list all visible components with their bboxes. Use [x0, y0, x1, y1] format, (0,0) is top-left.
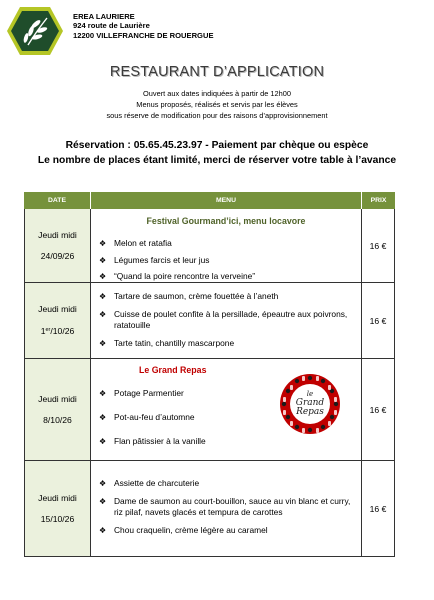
intro-line-1: Ouvert aux dates indiquées à partir de 12h00: [143, 89, 291, 98]
reservation-line-1: Réservation : 05.65.45.23.97 - Paiement par chèque ou espèce: [65, 140, 369, 151]
diamond-bullet-icon: ❖: [99, 310, 107, 319]
list-item: ❖ Tartare de saumon, crème fouettée à l’aneth: [99, 291, 279, 301]
header-date: DATE: [24, 192, 90, 209]
diamond-bullet-icon: ❖: [99, 272, 107, 281]
intro-text: [0, 88, 434, 121]
date-cell: [24, 359, 91, 461]
menu-cell: [91, 283, 362, 359]
reservation-line-2: Le nombre de places étant limité, merci de réserver votre table à l’avance: [37, 155, 397, 166]
list-item: ❖ Assiette de charcuterie: [99, 478, 200, 488]
price-value: 16 €: [369, 315, 387, 326]
logo-text-grand: Grand: [295, 398, 325, 408]
price-value: 16 €: [369, 240, 387, 251]
list-item: ❖ Melon et ratafia: [99, 238, 172, 248]
diamond-bullet-icon: ❖: [99, 239, 107, 248]
date-day: Jeudi midi: [38, 229, 77, 240]
price-cell: [362, 283, 395, 359]
list-item: ❖ Dame de saumon au court-bouillon, sauce au vin blanc et curry, riz pilaf, navets glacés et tempura de carottes: [99, 496, 351, 517]
diamond-bullet-icon: ❖: [99, 339, 107, 348]
page-title: RESTAURANT D’APPLICATION: [109, 64, 325, 80]
date-day: Jeudi midi: [38, 393, 77, 404]
address-line-2: 12200 VILLEFRANCHE DE ROUERGUE: [73, 30, 214, 40]
diamond-bullet-icon: ❖: [99, 413, 107, 422]
list-item: ❖ Tarte tatin, chantilly mascarpone: [99, 338, 235, 348]
header-menu: MENU: [91, 192, 361, 209]
date-day: Jeudi midi: [38, 304, 77, 314]
menu-cell: [91, 359, 362, 461]
menu-cell: [91, 461, 362, 557]
date-cell: [24, 209, 91, 283]
list-item: ❖ “Quand la poire rencontre la verveine”: [99, 271, 256, 281]
date-value: 15/10/26: [40, 513, 75, 524]
date-value: 1: [40, 326, 46, 336]
date-value-rest: /10/26: [50, 326, 75, 336]
diamond-bullet-icon: ❖: [99, 256, 107, 265]
price-value: 16 €: [369, 503, 387, 514]
reservation-info: [0, 138, 434, 168]
intro-line-3: sous réserve de modification pour des raisons d’approvisionnement: [106, 111, 328, 120]
address-line-1: 924 route de Laurière: [73, 21, 150, 31]
date-superscript: er: [45, 327, 51, 333]
price-cell: [362, 209, 395, 283]
list-item: ❖ Potage Parmentier: [99, 388, 184, 398]
menu-table: [24, 192, 395, 557]
date-value: 8/10/26: [43, 414, 72, 425]
price-cell: [362, 359, 395, 461]
grand-repas-logo: [279, 373, 341, 435]
logo-text-le: le: [306, 390, 314, 398]
diamond-bullet-icon: ❖: [99, 292, 107, 301]
list-item: ❖ Flan pâtissier à la vanille: [99, 436, 206, 446]
logo-text-repas: Repas: [296, 407, 324, 417]
school-logo: [6, 6, 64, 56]
date-cell: [24, 461, 91, 557]
school-address-block: [73, 12, 214, 40]
menu-cell: [91, 209, 362, 283]
list-item: ❖ Pot-au-feu d’automne: [99, 412, 195, 422]
list-item: ❖ Cuisse de poulet confite à la persillade, épeautre aux poivrons, ratatouille: [99, 309, 348, 330]
menu-title: Festival Gourmand’ici, menu locavore: [146, 216, 306, 226]
date-cell: [24, 283, 91, 359]
school-name: EREA LAURIERE: [73, 12, 135, 21]
price-value: 16 €: [369, 404, 387, 415]
header-price: PRIX: [362, 192, 395, 209]
diamond-bullet-icon: ❖: [99, 437, 107, 446]
menu-title: Le Grand Repas: [139, 365, 207, 375]
diamond-bullet-icon: ❖: [99, 526, 107, 535]
date-value: 24/09/26: [40, 250, 75, 261]
list-item: ❖ Légumes farcis et leur jus: [99, 255, 210, 265]
list-item: ❖ Chou craquelin, crème légère au caramel: [99, 525, 268, 535]
diamond-bullet-icon: ❖: [99, 389, 107, 398]
intro-line-2: Menus proposés, réalisés et servis par les élèves: [136, 100, 298, 109]
date-day: Jeudi midi: [38, 492, 77, 503]
price-cell: [362, 461, 395, 557]
diamond-bullet-icon: ❖: [99, 479, 107, 488]
diamond-bullet-icon: ❖: [99, 497, 107, 506]
